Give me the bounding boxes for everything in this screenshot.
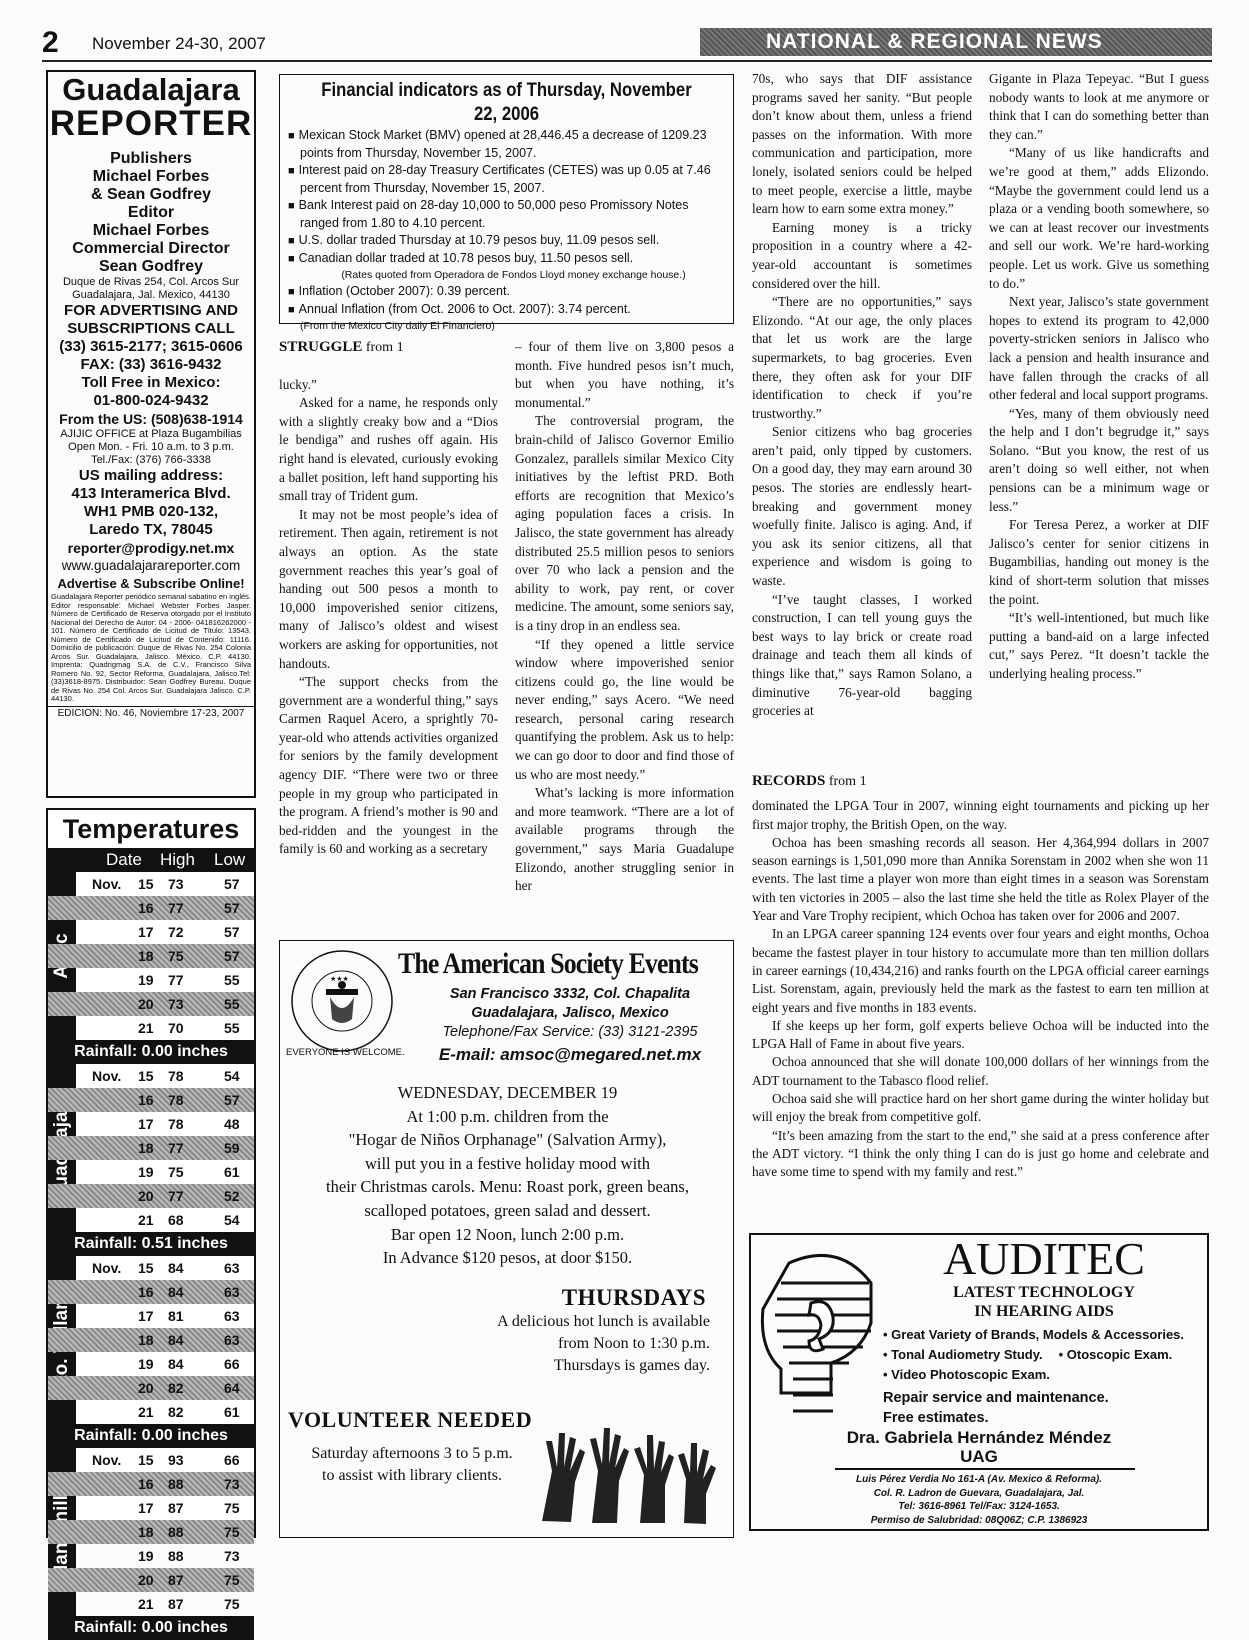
temp-high: 77 [168,900,184,916]
financial-title: Financial indicators as of Thursday, November 22, 2006 [321,80,692,125]
article-paragraph: It may not be most people’s idea of retirement. Then again, retirement is not always an option. As the state government reaches this year’s goal of handing out 500 pesos a month to 10,000 impoverished senior citizens, many of Jalisco’s oldest and wisest workers are asking for opportunities, not handouts. [279,506,498,671]
city-block [48,872,254,1040]
temp-day: 21 [138,1596,154,1612]
us-mail-line2: WH1 PMB 020-132, [83,503,219,520]
temperature-row [48,872,254,896]
temp-day: 16 [138,1476,154,1492]
temp-low: 55 [224,972,240,988]
temperature-row [48,1016,254,1040]
temp-low: 63 [224,1260,240,1276]
temperature-row [48,1592,254,1616]
temp-high: 70 [168,1020,184,1036]
temperature-row [48,944,254,968]
temp-day: 18 [138,1140,154,1156]
temperature-row [48,1544,254,1568]
temperatures-header [48,848,254,872]
temperature-row [48,1472,254,1496]
month-label: Nov. [92,1260,122,1276]
article-paragraph: “It’s been amazing from the start to the end,” she said at a press conference after the ADT victory. “I think the only thing I can do is just go home and celebrate and have some time to spend with my family and rest.” [752,1127,1209,1180]
us-phone: From the US: (508)638-1914 [59,411,243,427]
col-high: High [160,850,195,869]
rainfall-bar: Rainfall: 0.00 inches [48,1616,254,1640]
temp-high: 81 [168,1308,184,1324]
month-label: Nov. [92,1068,122,1084]
society-email[interactable]: E-mail: amsoc@megared.net.mx [438,1045,702,1064]
article-paragraph: What’s lacking is more information and more teamwork. “There are a lot of available programs through the government,” says Maria Guadalupe Elizondo, another struggling senior in her [515,785,734,894]
temperature-row [48,1088,254,1112]
source-note: (From the Mexico City daily El Financiero) [300,320,495,332]
temp-low: 57 [224,924,240,940]
article-paragraph: Ochoa announced that she will donate 100,000 dollars of her winnings from the ADT tournament to the Tabasco flood relief. [752,1054,1209,1088]
month-label: Nov. [92,1452,122,1468]
article-paragraph: lucky.” [279,376,317,392]
auditec-services [883,1325,1209,1428]
ajijic-office-line2: Open Mon. - Fri. 10 a.m. to 3 p.m. [68,441,234,453]
temp-day: 15 [138,1452,154,1468]
temp-high: 93 [168,1452,184,1468]
temp-day: 19 [138,1356,154,1372]
auditec-addr3: Tel: 3616-8961 Tel/Fax: 3124-1653. [898,1501,1060,1512]
temp-low: 61 [224,1404,240,1420]
society-ad-title: The American Society Events [398,947,698,980]
ad-text-line: A delicious hot lunch is available [497,1313,710,1330]
ajijic-office-line1: AJIJIC OFFICE at Plaza Bugambilias [60,428,242,440]
rates-note: (Rates quoted from Operadora de Fondos Lloyd money exchange house.) [341,269,686,281]
rainfall-bar: Rainfall: 0.51 inches [48,1232,254,1256]
section-banner: NATIONAL & REGIONAL NEWS [700,28,1212,56]
ad-text-line: will put you in a festive holiday mood with [364,1153,651,1173]
fin-item: ■ Bank Interest paid on 28-day 10,000 to 50,000 peso Promissory Notes ranged from 1.80 to 4.10 percent. [286,197,727,232]
fin-item: ■ Interest paid on 28-day Treasury Certificates (CETES) was up 0.05 at 7.46 percent from Thursday, November 15, 2007. [286,162,727,197]
ad-text-line: their Christmas carols. Menu: Roast pork, green beans, [326,1177,689,1197]
temperature-row [48,1208,254,1232]
american-society-ad [279,940,734,1538]
auditec-bullet: • Tonal Audiometry Study. • Otoscopic Exam. [883,1347,1173,1362]
auditec-addr2: Col. R. Ladron de Guevara, Guadalajara, Jal. [873,1487,1085,1499]
temp-low: 59 [224,1140,240,1156]
fin-item: ■ Canadian dollar traded at 10.78 pesos buy, 11.50 pesos sell. [286,250,727,268]
col-low: Low [214,850,246,869]
article-paragraph: Asked for a name, he responds only with a slightly creaky bow and a “Dios le bendiga” and rushes off again. His right hand is elevated, curiously evoking a ballet position, left hand supporting his small tray of Trident gum. [279,395,498,504]
address-line2: Guadalajara, Jal. Mexico, 44130 [72,289,230,301]
struggle-column-3 [752,70,972,721]
temp-day: 16 [138,1284,154,1300]
temp-low: 48 [224,1116,240,1132]
temp-day: 18 [138,1524,154,1540]
ad-text-line: Thursdays is games day. [553,1357,710,1374]
advertising-line2: SUBSCRIPTIONS CALL [67,320,235,337]
article-paragraph: Gigante in Plaza Tepeyac. “But I guess nobody wants to look at me anymore or think that I can do something better than they can.” [989,71,1209,142]
ad-text-line: scalloped potatoes, green salad and dessert. [364,1200,651,1220]
temp-high: 78 [168,1092,184,1108]
temperature-row [48,1376,254,1400]
fin-item: ■ Annual Inflation (from Oct. 2006 to Oct. 2007): 3.74 percent. [286,301,727,319]
auditec-repair1: Repair service and maintenance. [883,1390,1109,1406]
temp-low: 55 [224,1020,240,1036]
temp-day: 15 [138,1068,154,1084]
temp-low: 75 [224,1572,240,1588]
auditec-tagline1: LATEST TECHNOLOGY [953,1284,1135,1301]
temp-low: 66 [224,1452,240,1468]
temperature-row [48,920,254,944]
fin-item: ■ Inflation (October 2007): 0.39 percent. [286,283,727,301]
temp-low: 57 [224,876,240,892]
article-paragraph: “If they opened a little service window where impoverished senior citizens could go, the line would be never ending,” says Acero. “We need research, personal caring research quantifying the problem. Ask us to help: we can go door to door and find those of us who are most needy.” [515,636,734,782]
society-telfax: Telephone/Fax Service: (33) 3121-2395 [442,1024,698,1040]
temp-day: 21 [138,1404,154,1420]
raised-hands-icon [532,1411,728,1531]
temp-low: 54 [224,1068,240,1084]
fax-number: FAX: (33) 3616-9432 [80,356,222,373]
temp-day: 19 [138,972,154,988]
tollfree-label: Toll Free in Mexico: [81,374,221,391]
temp-day: 18 [138,1332,154,1348]
temp-high: 84 [168,1260,184,1276]
thursdays-title: THURSDAYS [561,1285,706,1310]
article-paragraph: 70s, who says that DIF assistance programs saved her sanity. “But people don’t know about them, unless a friend passes on the information. With more communication and participation, more lonely, isolated seniors could be helped to meet people, exercise a little, maybe learn how to earn some extra money.” [752,71,972,217]
temp-low: 63 [224,1332,240,1348]
editor-name: Michael Forbes [92,222,210,239]
temp-day: 21 [138,1212,154,1228]
financial-indicators-box [279,74,734,332]
city-block [48,1448,254,1616]
temperature-row [48,1112,254,1136]
temp-low: 73 [224,1548,240,1564]
temp-low: 63 [224,1308,240,1324]
auditec-address [751,1473,1207,1527]
temp-day: 20 [138,1188,154,1204]
temp-day: 21 [138,1020,154,1036]
temp-high: 73 [168,996,184,1012]
ad-text-line: "Hogar de Niños Orphanage" (Salvation Army), [348,1130,667,1150]
temp-high: 75 [168,1164,184,1180]
temperature-row [48,1568,254,1592]
auditec-addr4: Permiso de Salubridad: 08Q06Z; C.P. 1386923 [870,1514,1088,1526]
temp-day: 20 [138,1380,154,1396]
article-paragraph: “Yes, many of them obviously need the help and I don’t begrudge it,” says Solano. “But you know, the rest of us aren’t doing so well either, not when pensions can be a minimum wage or less.” [989,405,1209,514]
temp-high: 78 [168,1116,184,1132]
website-link[interactable]: www.guadalajarareporter.com [61,558,241,573]
article-paragraph: In an LPGA career spanning 124 events over four years and eight months, Ochoa became the fastest player in tour history to accumulate more than ten million dollars in career earnings (10,434,216) and ranks fourth on the LPGA official career earnings List. Sorenstam, again, previously held the mark as the fastest to earn ten million at eight years and five months in 183 events. [752,926,1209,1015]
temp-low: 57 [224,1092,240,1108]
phone-numbers: (33) 3615-2177; 3615-0606 [59,338,243,355]
temp-day: 20 [138,1572,154,1588]
temp-day: 19 [138,1548,154,1564]
temp-high: 84 [168,1332,184,1348]
temp-low: 57 [224,900,240,916]
ad-text-line: Saturday afternoons 3 to 5 p.m. [311,1445,513,1462]
col-date: Date [106,850,142,869]
temp-high: 78 [168,1068,184,1084]
society-event [280,1081,735,1270]
temp-low: 66 [224,1356,240,1372]
article-paragraph: “It’s well-intentioned, but much like putting a band-aid on a large infected cut,” says Perez. “It doesn’t tackle the underlying healing process.” [989,610,1209,681]
temp-day: 17 [138,924,154,940]
volunteer-title: VOLUNTEER NEEDED [288,1407,533,1432]
ad-text-line: In Advance $120 pesos, at door $150. [382,1248,633,1268]
temperature-row [48,1256,254,1280]
temp-day: 17 [138,1308,154,1324]
temp-low: 54 [224,1212,240,1228]
article-paragraph: Next year, Jalisco’s state government hopes to extend its program to 42,000 poverty-stricken seniors in Jalisco who lack a pension and health insurance and have fallen through the cracks of all other federal and local support programs. [989,294,1209,403]
temp-day: 17 [138,1116,154,1132]
temp-high: 87 [168,1596,184,1612]
temperature-row [48,1136,254,1160]
city-block [48,1256,254,1424]
article-paragraph: Senior citizens who bag groceries aren’t paid, only tipped by customers. On a good day, they may earn around 30 pesos. The stories are endlessly heart-breaking and government money woefully finite. Jalisco is aging. And, if you ask its senior citizens, all that experience and wisdom is going to waste. [752,424,972,589]
temp-high: 82 [168,1380,184,1396]
temp-high: 77 [168,1140,184,1156]
temp-day: 17 [138,1500,154,1516]
temp-day: 15 [138,1260,154,1276]
temp-low: 57 [224,948,240,964]
temp-high: 84 [168,1356,184,1372]
ear-scan-icon [759,1243,881,1431]
commercial-label: Commercial Director [72,240,230,257]
temp-day: 16 [138,1092,154,1108]
temperature-row [48,968,254,992]
temp-high: 87 [168,1572,184,1588]
article-paragraph: If she keeps up her form, golf experts believe Ochoa will be inducted into the LPGA Hall of Fame in about five years. [752,1017,1209,1052]
article-paragraph: dominated the LPGA Tour in 2007, winning eight tournaments and picking up her first major trophy, the British Open, on the way. [752,798,1209,832]
temp-low: 55 [224,996,240,1012]
temp-high: 87 [168,1500,184,1516]
temp-day: 15 [138,876,154,892]
society-address2: Guadalajara, Jalisco, Mexico [471,1005,669,1021]
records-jump-label: RECORDS [752,773,826,789]
rainfall-bar: Rainfall: 0.00 inches [48,1424,254,1448]
temp-high: 77 [168,972,184,988]
page-number: 2 [42,26,59,59]
us-mail-line1: 413 Interamerica Blvd. [71,485,231,502]
address-line1: Duque de Rivas 254, Col. Arcos Sur [62,276,240,288]
edition-number: EDICION: No. 46, Noviembre 17-23, 2007 [48,706,254,720]
temperature-row [48,992,254,1016]
temp-high: 73 [168,876,184,892]
struggle-column-4 [989,70,1209,684]
us-mail-label: US mailing address: [78,467,224,484]
temperature-row [48,1184,254,1208]
header-rule [42,60,1212,62]
auditec-bullet: • Great Variety of Brands, Models & Accessories. [883,1327,1185,1342]
advertising-line1: FOR ADVERTISING AND [64,302,238,319]
article-paragraph: For Teresa Perez, a worker at DIF Jalisco’s center for senior citizens in Bugambilias, handing out money is the kind of short-term solution that misses the point. [989,517,1209,607]
temperature-row [48,1304,254,1328]
temp-high: 72 [168,924,184,940]
email-link[interactable]: reporter@prodigy.net.mx [67,540,235,556]
article-paragraph: – four of them live on 3,800 pesos a month. Five hundred pesos isn’t much, but when you have nothing, it’s monumental.” [515,339,734,410]
auditec-repair2: Free estimates. [883,1410,989,1426]
tollfree-number: 01-800-024-9432 [93,392,209,409]
rainfall-bar: Rainfall: 0.00 inches [48,1040,254,1064]
fin-item: ■ Mexican Stock Market (BMV) opened at 28,446.45 a decrease of 1209.23 points from Thursday, November 15, 2007. [286,127,727,162]
article-paragraph: Earning money is a tricky proposition in a country where a 42-year-old accountant is sometimes considered over the hill. [752,219,972,291]
temp-day: 19 [138,1164,154,1180]
ajijic-office-line3: Tel./Fax: (376) 766-3338 [91,454,211,466]
publishers-line1: Michael Forbes [92,168,210,185]
temperatures-box [46,808,256,1636]
temp-high: 82 [168,1404,184,1420]
temperatures-title: Temperatures [62,814,240,844]
temperature-row [48,896,254,920]
struggle-column-2 [515,338,734,896]
issue-date: November 24-30, 2007 [92,34,266,53]
records-jump-from: from 1 [825,774,867,789]
masthead-title-line2: REPORTER [49,104,253,143]
article-paragraph: Ochoa has been smashing records all season. Her 4,364,994 dollars in 2007 season earnings is 1,501,090 more than Annika Sorenstam in 2002 when she won 11 events. The last time a player won more than eight times in a season was Sorenstam with ten victories in 2005 – also the last time she held the title as Rolex Player of the Year and Vare Trophy recipient, which Ochoa has taken over for 2006 and 2007. [752,834,1209,924]
volunteer-text [292,1443,532,1487]
us-mail-line3: Laredo TX, 78045 [89,521,213,538]
auditec-tagline2: IN HEARING AIDS [974,1303,1114,1320]
month-label: Nov. [92,876,122,892]
temp-low: 75 [224,1596,240,1612]
auditec-addr1: Luis Pérez Verdia No 161-A (Av. Mexico & Reforma). [855,1474,1102,1485]
masthead-title-line1: Guadalajara [62,72,240,107]
temperature-row [48,1328,254,1352]
temp-low: 64 [224,1380,240,1396]
auditec-divider [835,1468,1135,1470]
auditec-ad [749,1233,1209,1531]
society-contact [420,985,720,1064]
temp-low: 73 [224,1476,240,1492]
temp-day: 16 [138,900,154,916]
temperature-row [48,1160,254,1184]
temperature-row [48,1520,254,1544]
temperature-row [48,1448,254,1472]
temp-high: 88 [168,1524,184,1540]
temperature-row [48,1280,254,1304]
temperature-row [48,1496,254,1520]
auditec-bullet: • Video Photoscopic Exam. [883,1367,1050,1382]
publishers-label: Publishers [110,150,192,167]
article-paragraph: Ochoa said she will practice hard on her short game during the winter holiday but will enjoy the break from competitive golf. [752,1091,1209,1125]
temp-low: 61 [224,1164,240,1180]
temperature-row [48,1064,254,1088]
society-seal-icon [286,945,398,1057]
ad-text-line: from Noon to 1:30 p.m. [558,1335,710,1352]
temperature-row [48,1400,254,1424]
temp-day: 18 [138,948,154,964]
temp-day: 20 [138,996,154,1012]
article-paragraph: “The support checks from the government are a wonderful thing,” says Carmen Raquel Acero, a sprightly 70-year-old who attends activities organized for seniors by the family development agency DIF. “There were two or three people in my group who participated in the program. A friend’s mother is 90 and bed-ridden and the youngest in the family is 60 and working as a secretary [279,674,498,857]
ad-text-line: At 1:00 p.m. children from the [406,1106,609,1126]
ad-text-line: Bar open 12 Noon, lunch 2:00 p.m. [390,1224,625,1244]
editor-label: Editor [127,204,175,221]
temp-high: 88 [168,1476,184,1492]
masthead-box [46,70,256,798]
struggle-column-1 [279,338,498,859]
struggle-jump-from: from 1 [362,340,404,355]
welcome-text: EVERYONE IS WELCOME. [286,1047,405,1058]
society-address1: San Francisco 3332, Col. Chapalita [449,986,691,1002]
thursdays-block [480,1285,710,1377]
commercial-name: Sean Godfrey [98,258,204,275]
article-paragraph: The controversial program, the brain-child of Jalisco Governor Emilio Gonzalez, parallels similar Mexico City initiatives by the leftist PRD. Both efforts are recognition that Mexico’s aging population faces a crisis. In Jalisco, the state government has already distributed 25.5 million pesos to seniors over 70 who lack a pension and the ability to work, pay rent, or cover medicine. The amount, some seniors say, is a tiny drop in an endless sea. [515,413,734,633]
temperature-row [48,1352,254,1376]
article-paragraph: “There are no opportunities,” says Elizondo. “At our age, the only places that let us work are the large supermarkets, to bag groceries. Even there, they often ask for your DIF identification to check if you’re trustworthy.” [752,294,972,421]
svg-text:★★★: ★★★ [330,975,349,983]
temp-high: 68 [168,1212,184,1228]
temp-high: 75 [168,948,184,964]
records-article [752,772,1209,1182]
ad-text-line: WEDNESDAY, DECEMBER 19 [397,1083,618,1102]
temp-low: 52 [224,1188,240,1204]
temp-low: 75 [224,1524,240,1540]
temp-low: 75 [224,1500,240,1516]
auditec-doctor: Dra. Gabriela Hernández Méndez [846,1428,1112,1447]
auditec-brand: AUDITEC [943,1233,1145,1284]
temp-high: 77 [168,1188,184,1204]
temp-low: 63 [224,1284,240,1300]
ad-text-line: to assist with library clients. [322,1467,502,1484]
legal-notice: Guadalajara Reporter periódico semanal sabatino en inglés. Editor responsable: Michael Webster Forbes Jasper. Número de Certificado de Reserva otorgado por el Instituto Nacional del Derecho de Autor: 04 - 2006- 041816262000 - 101. Número de Certificado de Licitud de Título: 13543. Número de Certificado de Licitud de Contenido: 11116. Domicilio de publicación: Duque de Rivas No. 254 Colonia Arcos Sur. Guadalajara, Jalisco. México. C.P. 44130. Imprenta: Quadrigmag S.A. de C.V., Francisco Silva Romero No. 92, Sector Reforma, Guadalajara, Jalisco.Tel: (33)3618-8975. Distribuidor: Sean Godfrey Bureau. Duque de Rivas No. 254 Col. Arcos Sur. Guadalajara Jalisco. C.P. 44130. [51,592,251,703]
fin-item: ■ U.S. dollar traded Thursday at 10.79 pesos buy, 11.09 pesos sell. [286,232,727,250]
struggle-jump-label: STRUGGLE [279,339,363,355]
temp-high: 88 [168,1548,184,1564]
online-label: Advertise & Subscribe Online! [57,576,245,591]
article-paragraph: “I’ve taught classes, I worked construction, I can tell young guys the best ways to lay brick or create road drainage and teach them all kinds of things like that,” says Ramon Solano, a diminutive 76-year-old bagging groceries at [752,591,972,719]
article-paragraph: “Many of us like handicrafts and we’re good at them,” adds Elizondo. “Maybe the government could lend us a plaza or a vending booth somewhere, so we can at least recover our investments and sell our work. We’re hard-working people. Let us work. Give us something to do.” [989,145,1209,291]
auditec-school: UAG [960,1447,998,1466]
publishers-line2: & Sean Godfrey [90,186,212,203]
city-block [48,1064,254,1232]
temp-high: 84 [168,1284,184,1300]
